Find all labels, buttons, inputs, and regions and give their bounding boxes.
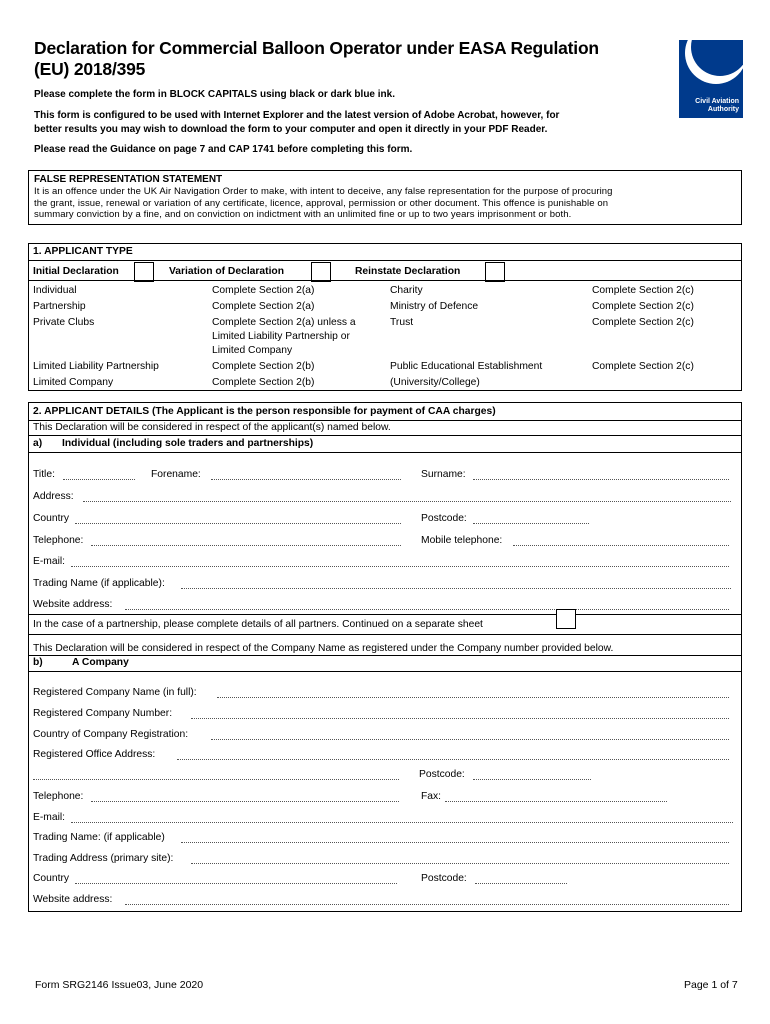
false-representation-line2: the grant, issue, renewal or variation of any certificate, licence, approval, permission or other document. This offence is punishable on <box>34 197 609 209</box>
instruction-guidance: Please read the Guidance on page 7 and CAP 1741 before completing this form. <box>34 144 413 155</box>
variation-declaration-checkbox[interactable] <box>311 262 331 282</box>
instruction-block-capitals: Please complete the form in BLOCK CAPITALS using black or dark blue ink. <box>34 89 395 100</box>
false-representation-line1: It is an offence under the UK Air Navigation Order to make, with intent to deceive, any false representation for the purpose of procuring <box>34 186 613 197</box>
type-mod-section: Complete Section 2(c) <box>592 301 694 312</box>
reg-number-label: Registered Company Number: <box>33 708 173 719</box>
form-title-line1: Declaration for Commercial Balloon Operator under EASA Regulation <box>34 38 599 58</box>
section2b-note: This Declaration will be considered in respect of the Company Name as registered under the Company number provided below. <box>33 643 614 654</box>
b-country-label: Country <box>33 873 70 884</box>
instruction-browser-line1: This form is configured to be used with Internet Explorer and the latest version of Adobe Acrobat, however, for <box>34 110 560 121</box>
false-representation-heading: FALSE REPRESENTATION STATEMENT <box>34 174 223 185</box>
section2b-letter: b) <box>33 657 43 668</box>
partnership-note: In the case of a partnership, please complete details of all partners. Continued on a separate sheet <box>33 619 483 630</box>
type-public-education-extra: (University/College) <box>390 377 480 388</box>
telephone-field[interactable] <box>91 535 401 546</box>
reg-number-field[interactable] <box>191 708 729 719</box>
type-private-clubs-extra2: Limited Company <box>212 345 293 356</box>
reg-name-field[interactable] <box>217 687 729 698</box>
logo-text-line2: Authority <box>707 106 739 113</box>
form-id: Form SRG2146 Issue03, June 2020 <box>35 979 204 991</box>
type-charity: Charity <box>390 285 423 296</box>
type-public-education-section: Complete Section 2(c) <box>592 361 694 372</box>
surname-field[interactable] <box>473 469 729 480</box>
reg-country-field[interactable] <box>211 729 729 740</box>
type-trust-section: Complete Section 2(c) <box>592 317 694 328</box>
false-representation-line3: summary conviction by a fine, and on conviction on indictment with an unlimited fine or up to two years imprisonment or both. <box>34 209 572 220</box>
website-field[interactable] <box>125 599 729 610</box>
section-applicant-details <box>28 402 742 912</box>
reinstate-declaration-checkbox[interactable] <box>485 262 505 282</box>
type-trust: Trust <box>390 317 414 328</box>
type-partnership: Partnership <box>33 301 86 312</box>
b-email-label: E-mail: <box>33 812 66 823</box>
email-label: E-mail: <box>33 556 66 567</box>
postcode-label: Postcode: <box>421 513 467 524</box>
initial-declaration-checkbox[interactable] <box>134 262 154 282</box>
form-title <box>34 38 654 80</box>
b-trading-name-field[interactable] <box>181 832 729 843</box>
forename-field[interactable] <box>211 469 401 480</box>
type-individual: Individual <box>33 285 77 296</box>
type-individual-section: Complete Section 2(a) <box>212 285 315 296</box>
type-private-clubs: Private Clubs <box>33 317 95 328</box>
b-email-field[interactable] <box>71 812 733 823</box>
telephone-label: Telephone: <box>33 535 84 546</box>
b-country-postcode-label: Postcode: <box>421 873 467 884</box>
section1-heading: 1. APPLICANT TYPE <box>33 246 133 257</box>
type-llp: Limited Liability Partnership <box>33 361 159 372</box>
type-partnership-section: Complete Section 2(a) <box>212 301 315 312</box>
b-country-field[interactable] <box>75 873 397 884</box>
mobile-field[interactable] <box>513 535 729 546</box>
trading-name-label: Trading Name (if applicable): <box>33 578 165 589</box>
email-field[interactable] <box>71 556 729 567</box>
logo-text-line1: Civil Aviation <box>695 98 739 105</box>
b-website-field[interactable] <box>125 894 729 905</box>
forename-label: Forename: <box>151 469 201 480</box>
reg-office-label: Registered Office Address: <box>33 749 156 760</box>
type-limited-company: Limited Company <box>33 377 114 388</box>
page-number: Page 1 of 7 <box>684 979 738 991</box>
separate-sheet-checkbox[interactable] <box>556 609 576 629</box>
reg-office-field[interactable] <box>177 749 729 760</box>
address-label: Address: <box>33 491 74 502</box>
b-website-label: Website address: <box>33 894 113 905</box>
b-telephone-field[interactable] <box>91 791 399 802</box>
section2a-title: Individual (including sole traders and partnerships) <box>62 438 314 449</box>
trading-name-field[interactable] <box>181 578 731 589</box>
country-field[interactable] <box>75 513 401 524</box>
trading-address-label: Trading Address (primary site): <box>33 853 174 864</box>
b-postcode-field[interactable] <box>473 769 591 780</box>
section-applicant-type <box>28 243 742 391</box>
section2b-title: A Company <box>72 657 129 668</box>
country-label: Country <box>33 513 70 524</box>
type-private-clubs-section: Complete Section 2(a) unless a <box>212 317 356 328</box>
section2a-note: This Declaration will be considered in respect of the applicant(s) named below. <box>33 422 391 433</box>
type-limited-company-section: Complete Section 2(b) <box>212 377 315 388</box>
title-field[interactable] <box>63 469 135 480</box>
address-field[interactable] <box>83 491 731 502</box>
website-label: Website address: <box>33 599 113 610</box>
b-trading-name-label: Trading Name: (if applicable) <box>33 832 165 843</box>
mobile-label: Mobile telephone: <box>421 535 503 546</box>
surname-label: Surname: <box>421 469 466 480</box>
reg-country-label: Country of Company Registration: <box>33 729 189 740</box>
reg-office-field-line2[interactable] <box>33 769 399 780</box>
type-mod: Ministry of Defence <box>390 301 479 312</box>
form-title-line2: (EU) 2018/395 <box>34 59 146 79</box>
b-postcode-label: Postcode: <box>419 769 465 780</box>
type-private-clubs-extra1: Limited Liability Partnership or <box>212 331 350 342</box>
postcode-field[interactable] <box>473 513 589 524</box>
type-charity-section: Complete Section 2(c) <box>592 285 694 296</box>
initial-declaration-label: Initial Declaration <box>33 266 119 277</box>
section2a-letter: a) <box>33 438 43 449</box>
fax-field[interactable] <box>445 791 667 802</box>
reg-name-label: Registered Company Name (in full): <box>33 687 197 698</box>
false-representation-statement <box>28 170 742 225</box>
reinstate-declaration-label: Reinstate Declaration <box>355 266 461 277</box>
section2-heading: 2. APPLICANT DETAILS (The Applicant is the person responsible for payment of CAA charges) <box>33 406 496 417</box>
title-label: Title: <box>33 469 55 480</box>
fax-label: Fax: <box>421 791 442 802</box>
variation-declaration-label: Variation of Declaration <box>169 266 285 277</box>
instruction-browser-line2: better results you may wish to download the form to your computer and open it directly in your PDF Reader. <box>34 124 548 135</box>
b-country-postcode-field[interactable] <box>475 873 567 884</box>
type-public-education: Public Educational Establishment <box>390 361 543 372</box>
type-llp-section: Complete Section 2(b) <box>212 361 315 372</box>
caa-logo <box>679 40 743 118</box>
b-telephone-label: Telephone: <box>33 791 84 802</box>
trading-address-field[interactable] <box>191 853 729 864</box>
